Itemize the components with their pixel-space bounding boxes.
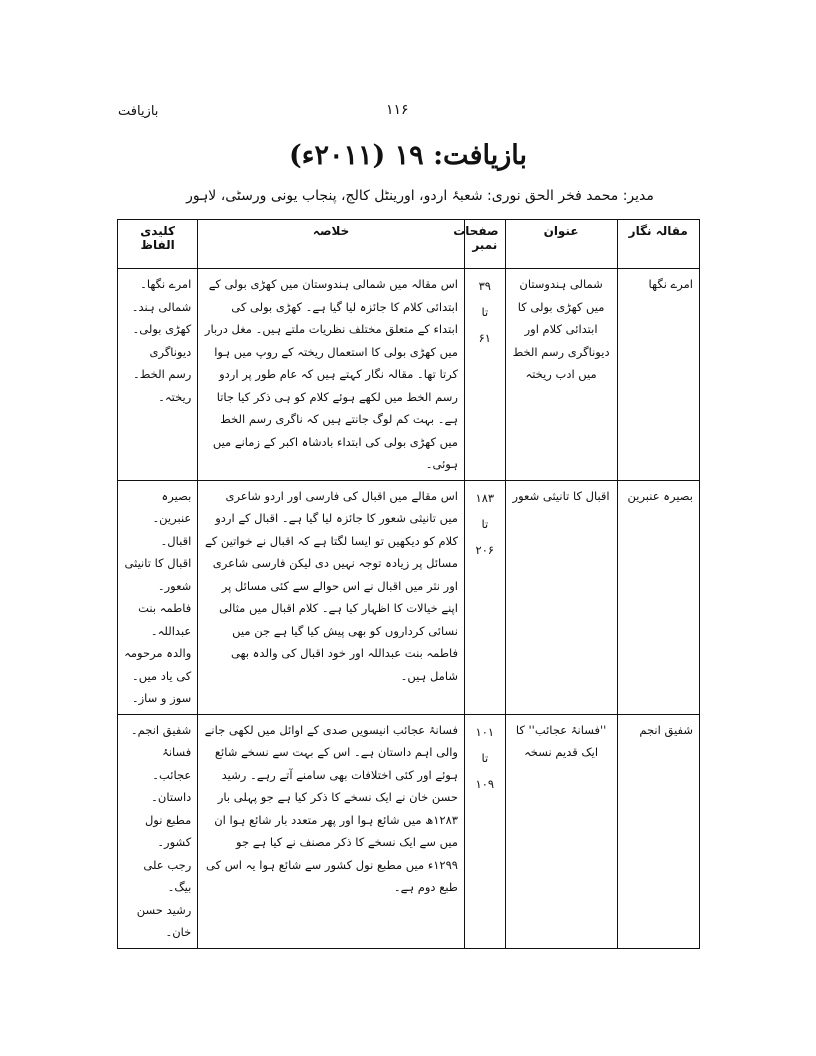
- pages-to-word: تا: [481, 516, 489, 531]
- author-cell: شفیق انجم: [617, 714, 699, 948]
- summary-cell: اس مقالے میں اقبال کی فارسی اور اردو شاعری میں تانیثی شعور کا جائزہ لیا گیا ہے۔ اقبال کے اردو کلام کو دیکھیں تو ایسا لگتا ہے کہ اقبال نے خواتین کے مسائل پر زیادہ توجہ نہیں دی لیکن فارسی شاعری اور نثر میں اقبال نے اس حوالے سے کئی مسائل پر اپنے خیالات کا اظہار کیا ہے۔ کلام اقبال میں مثالی نسائی کرداروں کو بھی پیش کیا گیا ہے جن میں فاطمہ بنت عبداللہ اور خود اقبال کی والدہ بھی شامل ہیں۔: [198, 480, 465, 714]
- table-header-row: [118, 220, 700, 269]
- author-cell: بصیرہ عنبرین: [617, 480, 699, 714]
- keywords-cell: [118, 269, 198, 481]
- keyword: شمالی ہند۔: [131, 299, 192, 314]
- keyword: فاطمہ بنت عبداللہ۔: [138, 601, 192, 638]
- title-cell: ''فسانۂ عجائب'' کا ایک قدیم نسخہ: [505, 714, 617, 948]
- header-title: عنوان: [505, 220, 617, 269]
- keyword: بصیرہ عنبرین۔: [152, 488, 192, 525]
- header-summary: خلاصہ: [198, 220, 465, 269]
- page-number: ۱۱۶: [386, 102, 409, 118]
- keyword: امرے نگھا۔: [140, 277, 192, 291]
- pages-cell: [464, 269, 505, 481]
- pages-to-word: تا: [481, 305, 489, 319]
- keywords-cell: [118, 480, 198, 714]
- keyword: رجب علی بیگ۔: [143, 857, 192, 894]
- editor-line: مدیر: محمد فخر الحق نوری: شعبۂ اردو، اورینٹل کالج، پنجاب یونی ورسٹی، لاہور: [186, 188, 654, 204]
- keyword: رشید حسن خان۔: [136, 902, 192, 939]
- keyword: والدہ مرحومہ کی یاد میں۔ سوز و ساز۔: [124, 646, 192, 705]
- pages-to-word: تا: [481, 750, 489, 765]
- keyword: دیوناگری رسم الخط۔: [133, 344, 192, 381]
- articles-table: [117, 219, 700, 949]
- title-cell: اقبال کا تانیثی شعور: [505, 480, 617, 714]
- title-cell: شمالی ہندوستان میں کھڑی بولی کا ابتدائی کلام اور دیوناگری رسم الخط میں ادب ریختہ: [505, 269, 617, 481]
- pages-cell: [464, 480, 505, 714]
- header-keywords: کلیدی الفاظ: [118, 220, 198, 269]
- author-cell: امرے نگھا: [617, 269, 699, 481]
- pages-to: ۲۰۶: [475, 542, 495, 557]
- summary-cell: فسانۂ عجائب انیسویں صدی کے اوائل میں لکھی جانے والی اہم داستان ہے۔ اس کے بہت سے نسخے شائع ہوئے اور کئی اختلافات بھی سامنے آتے رہے۔ رشید حسن خان نے ایک نسخے کا ذکر کیا ہے جو پہلی بار ۱۲۸۳ھ میں شائع ہوا اور پھر متعدد بار شائع ہوا ان میں سے ایک نسخے کا ذکر مصنف نے کیا ہے جو ۱۲۹۹ء میں مطبع نول کشور سے شائع ہوا یہ اس کی طبع دوم ہے۔: [198, 714, 465, 948]
- keyword: فسانۂ عجائب۔: [152, 745, 192, 782]
- running-header-title: بازیافت: [118, 104, 159, 119]
- keyword: اقبال۔: [160, 533, 192, 548]
- header-pages: صفحات نمبر: [464, 220, 505, 269]
- keyword: ریختہ۔: [158, 389, 192, 404]
- pages-from: ۱۰۱: [475, 724, 495, 739]
- table-row: [118, 714, 700, 948]
- keywords-cell: [118, 714, 198, 948]
- summary-cell: اس مقالہ میں شمالی ہندوستان میں کھڑی بولی کے ابتدائی کلام کا جائزہ لیا گیا ہے۔ کھڑی بولی کی ابتداء کے متعلق مختلف نظریات ملتے ہیں۔ مغل دربار میں کھڑی بولی کا استعمال ریختہ کے روپ میں ہوا کرتا تھا۔ مقالہ نگار کہتے ہیں کہ عام طور پر اردو رسم الخط میں لکھے ہوئے کلام کو ہی ذکر کیا جاتا ہے۔ بہت کم لوگ جانتے ہیں کہ ناگری رسم الخط میں کھڑی بولی کی ابتداء بادشاہ اکبر کے زمانے میں ہوئی۔: [198, 269, 465, 481]
- document-title: بازیافت: ۱۹ (۲۰۱۱ء): [288, 140, 527, 171]
- pages-from: ۱۸۳: [475, 490, 495, 505]
- header-author: مقالہ نگار: [617, 220, 699, 269]
- pages-to: ۱۰۹: [475, 776, 495, 791]
- pages-from: ۳۹: [478, 279, 491, 293]
- pages-to: ۶۱: [478, 331, 491, 345]
- keyword: مطبع نول کشور۔: [144, 812, 192, 849]
- keyword: کھڑی بولی۔: [132, 322, 192, 336]
- keyword: شفیق انجم۔: [130, 722, 192, 737]
- table-row: [118, 480, 700, 714]
- keyword: اقبال کا تانیثی شعور۔: [124, 556, 192, 593]
- table-row: [118, 269, 700, 481]
- pages-cell: [464, 714, 505, 948]
- keyword: داستان۔: [151, 790, 192, 804]
